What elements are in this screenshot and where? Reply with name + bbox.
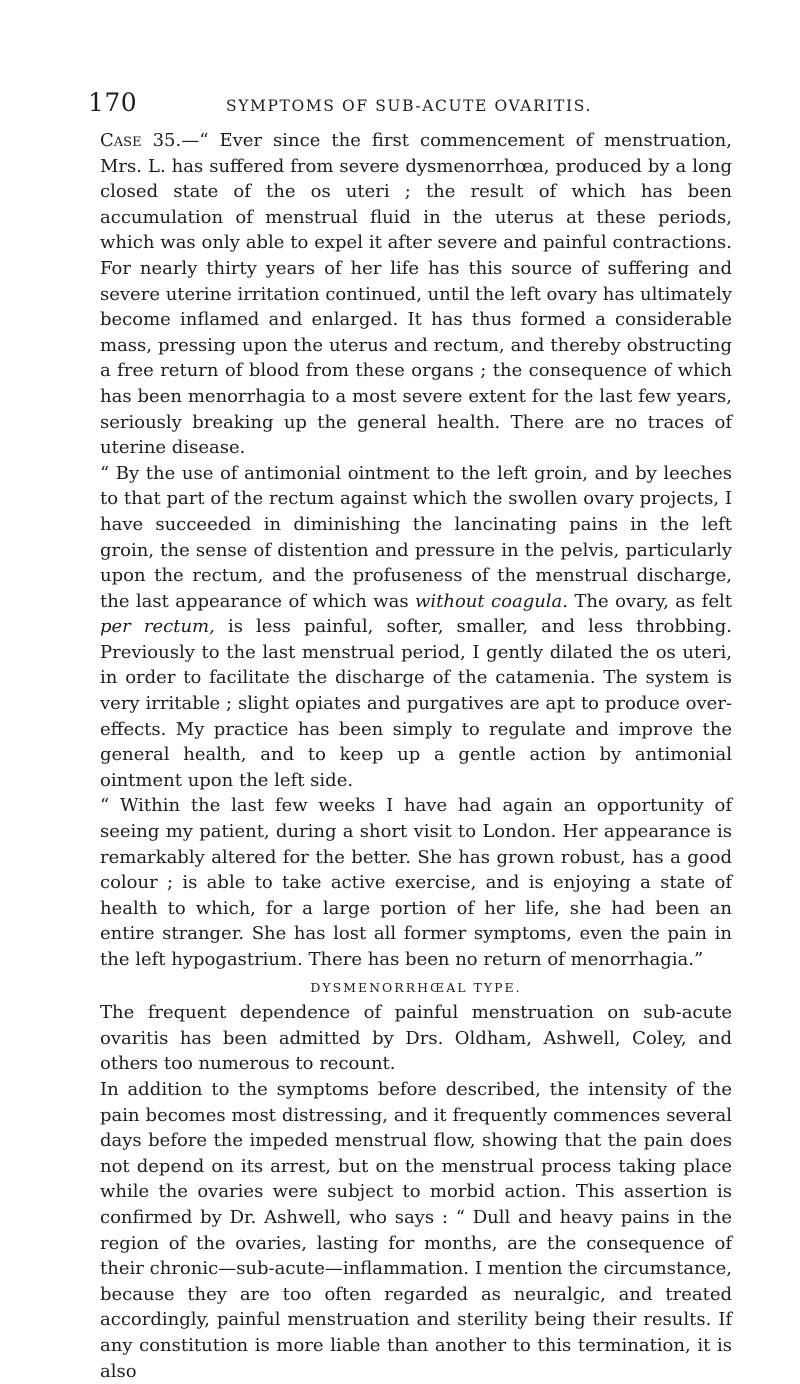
running-head: SYMPTOMS OF SUB-ACUTE OVARITIS.	[226, 97, 592, 115]
paragraph-text: —“ Ever since the first commencement of menstruation, Mrs. L. has suffered from severe dysmenorrhœa, produced by a long closed state of the os uteri ; the result of which has been accumulation of menstrual fluid in the uterus at these periods, which was only able to expel it after severe and painful contractions. For nearly thirty years of her life has this source of suffering and severe uterine irritation continued, until the left ovary has ultimately become inflamed and enlarged. It has thus formed a considerable mass, pressing upon the uterus and rectum, and thereby obstructing a free return of blood from these organs ; the consequence of which has been menorrhagia to a most severe extent for the last few years, seriously breaking up the general health. There are no traces of uterine disease.	[100, 130, 732, 459]
paragraph-text: is less painful, softer, smaller, and less throbbing. Previously to the last menstrual period, I gently dilated the os uteri, in order to facilitate the discharge of the catamenia. The system is very irritable ; slight opiates and purgatives are apt to produce over-effects. My practice has been simply to regulate and improve the general health, and to keep up a gentle action by antimonial ointment upon the left side.	[100, 616, 732, 791]
paragraph-dependence: The frequent dependence of painful menstruation on sub-acute ovaritis has been admitted by Drs. Oldham, Ashwell, Coley, and others too numerous to recount.	[100, 1002, 732, 1075]
page-header	[88, 88, 730, 124]
paragraph-symptoms: In addition to the symptoms before described, the intensity of the pain becomes most distressing, and it frequently commences several days before the impeded menstrual flow, showing that the pain does not depend on its arrest, but on the menstrual process taking place while the ovaries were subject to morbid action. This assertion is confirmed by Dr. Ashwell, who says : “ Dull and heavy pains in the region of the ovaries, lasting for months, are the consequence of their chronic—sub-acute—inflammation. I mention the circumstance, because they are too often regarded as neuralgic, and treated accordingly, painful menstruation and sterility being their results. If any constitution is more liable than another to this termination, it is also	[100, 1078, 732, 1382]
italic-phrase: without coagula.	[414, 590, 569, 612]
section-heading: DYSMENORRHŒAL TYPE.	[310, 979, 522, 995]
page-body	[100, 128, 732, 1384]
paragraph-follow-up: “ Within the last few weeks I have had again an opportunity of seeing my patient, during a short visit to London. Her appearance is remarkably altered for the better. She has grown robust, has a good colour ; is able to take active exercise, and is enjoying a state of health to which, for a large portion of her life, she had been an entire stranger. She has lost all former symptoms, even the pain in the left hypogastrium. There has been no return of menorrhagia.”	[100, 795, 732, 970]
case-label: Case 35.	[100, 130, 182, 151]
paragraph-text: “ By the use of antimonial ointment to the left groin, and by leeches to that part of the rectum against which the swollen ovary projects, I have succeeded in diminishing the lancinating pains in the left groin, the sense of distention and pressure in the pelvis, particularly upon the rectum, and the profuseness of the menstrual discharge, the last appearance of which was	[100, 462, 732, 612]
paragraph-treatment	[100, 461, 732, 794]
paragraph-text: The ovary, as felt	[568, 590, 732, 612]
page-number: 170	[88, 88, 138, 117]
italic-phrase: per rectum,	[100, 616, 215, 638]
paragraph-case-35	[100, 128, 732, 461]
